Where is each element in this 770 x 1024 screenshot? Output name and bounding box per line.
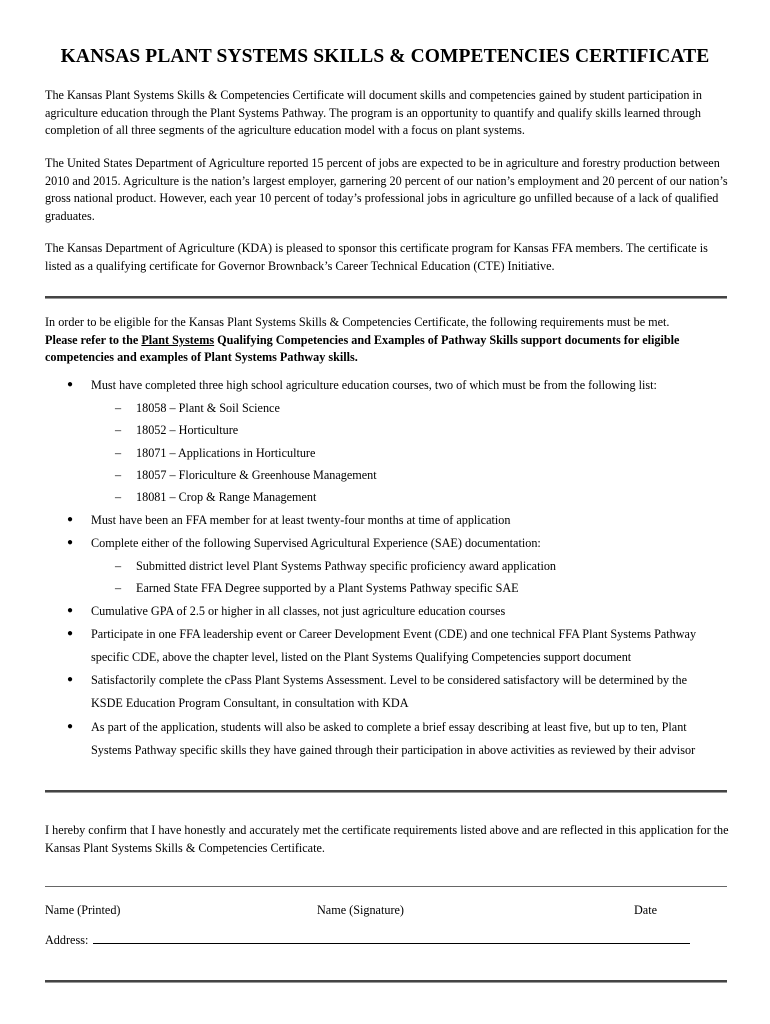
requirement-sae-text: Complete either of the following Supervised Agricultural Experience (SAE) documentation: [91,536,541,550]
page-title: KANSAS PLANT SYSTEMS SKILLS & COMPETENCIES CERTIFICATE [60,46,710,67]
course-item-text: 18071 – Applications in Horticulture [136,446,316,460]
requirements-intro-text: In order to be eligible for the Kansas Plant Systems Skills & Competencies Certificate, the following requirements must be met. [45,315,670,329]
dash-icon: – [115,446,122,460]
course-item-text: 18057 – Floriculture & Greenhouse Management [136,468,377,482]
requirement-cpass-line-1: Satisfactorily complete the cPass Plant Systems Assessment. Level to be considered satisfactory will be determined by the [91,673,688,687]
requirement-cde-line-1: Participate in one FFA leadership event or Career Development Event (CDE) and one technical FFA Plant Systems Pathway [91,627,697,641]
plant-systems-link: Plant Systems [141,332,215,347]
requirement-cpass-line-2: KSDE Education Program Consultant, in consultation with KDA [91,695,409,710]
course-item-text: 18052 – Horticulture [136,423,239,437]
requirement-essay-line-1: As part of the application, students will also be asked to complete a brief essay describing at least five, but up to ten, Plant [91,720,687,734]
dash-icon: – [115,559,122,573]
requirement-essay-line-2: Systems Pathway specific skills they have gained through their participation in above activities as reviewed by their advisor [91,742,696,757]
bullet-icon: ● [67,721,74,732]
dash-icon: – [115,468,122,482]
intro-paragraph-2: The United States Department of Agriculture reported 15 percent of jobs are expected to be in agriculture and forestry production between 2010 and 2015. Agriculture is the nation’s largest employer, garnering 20 percent of our nation’s employment and 20 percent of our nation’s gross national product. However, each year 10 percent of today’s professional jobs in agriculture go unfilled because of a lack of qualified graduates. [45,156,728,223]
date-label: Date [634,903,658,917]
intro-paragraph-3: The Kansas Department of Agriculture (KDA) is pleased to sponsor this certificate program for Kansas FFA members. The certificate is listed as a qualifying certificate for Governor Brownback’s Career Technical Education (CTE) Initiative. [45,241,708,273]
address-field-line[interactable] [93,943,690,944]
requirement-cde-line-2: specific CDE, above the chapter level, listed on the Plant Systems Qualifying Competencies support document [91,649,632,664]
dash-icon: – [115,490,122,504]
intro-paragraph-1: The Kansas Plant Systems Skills & Competencies Certificate will document skills and competencies gained by student participation in agriculture education through the Plant Systems Pathway. The program is an opportunity to quantify and qualify skills learned through completion of all three segments of the agriculture education model with a focus on plant systems. [45,88,702,137]
requirement-cpass-text [91,669,731,714]
signature-divider [45,886,727,887]
requirement-essay-text [91,716,731,761]
confirmation-statement: I hereby confirm that I have honestly and accurately met the certificate requirements listed above and are reflected in this application for the Kansas Plant Systems Skills & Competencies Certificate. [45,823,729,855]
section-divider-2 [45,790,727,793]
section-divider-3 [45,980,727,983]
bullet-icon: ● [67,605,74,616]
refer-post-text: Qualifying Competencies and Examples of Pathway Skills support documents for eligible competencies and examples of Plant Systems Pathway skills. [45,332,680,364]
bullet-icon: ● [67,514,74,525]
course-item-text: 18058 – Plant & Soil Science [136,401,280,415]
requirement-courses-text: Must have completed three high school agriculture education courses, two of which must be from the following list: [91,378,657,392]
requirements-intro [45,314,730,367]
name-signature-label: Name (Signature) [317,903,404,917]
requirement-ffa-membership-text: Must have been an FFA member for at least twenty-four months at time of application [91,513,511,527]
requirement-cde-text [91,623,731,668]
dash-icon: – [115,423,122,437]
requirement-gpa-text: Cumulative GPA of 2.5 or higher in all classes, not just agriculture education courses [91,604,506,618]
bullet-icon: ● [67,379,74,390]
sae-option-text: Earned State FFA Degree supported by a Plant Systems Pathway specific SAE [136,581,519,595]
sae-option-text: Submitted district level Plant Systems Pathway specific proficiency award application [136,559,557,573]
dash-icon: – [115,581,122,595]
refer-pre-text: Please refer to the [45,332,142,347]
bullet-icon: ● [67,628,74,639]
bullet-icon: ● [67,537,74,548]
bullet-icon: ● [67,674,74,685]
name-printed-label: Name (Printed) [45,903,121,917]
dash-icon: – [115,401,122,415]
section-divider-1 [45,296,727,299]
address-label: Address: [45,933,89,947]
course-item-text: 18081 – Crop & Range Management [136,490,317,504]
